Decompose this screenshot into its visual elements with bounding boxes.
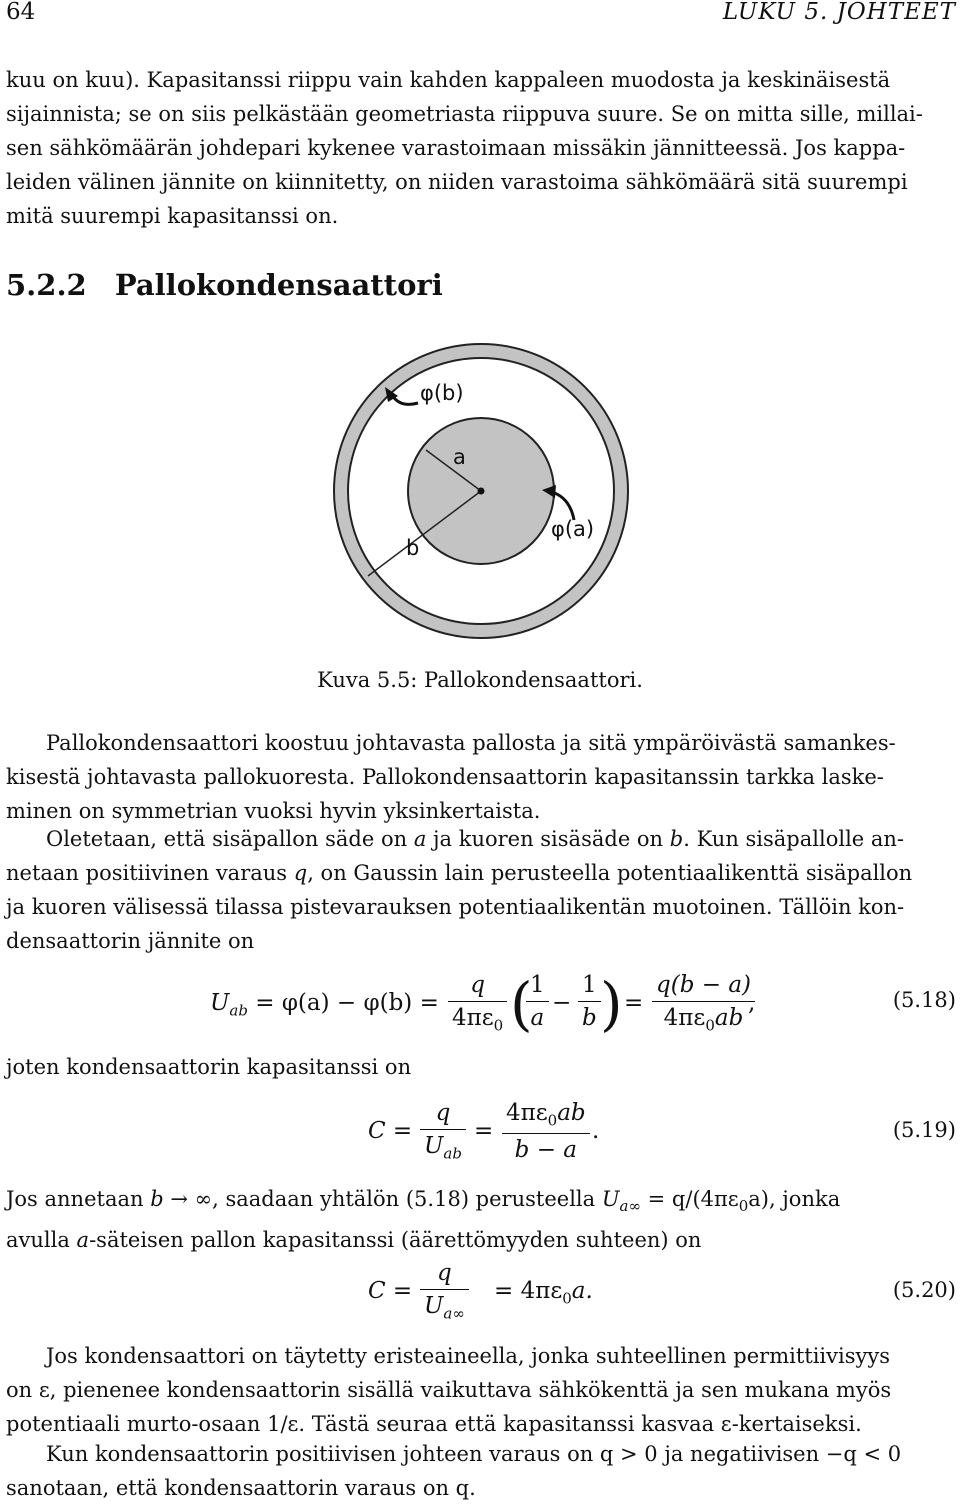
paragraph-1 [6,726,954,828]
text-line: mitä suurempi kapasitanssi on. [6,204,339,228]
text-line: ja kuoren välisessä tilassa pistevarauksen potentiaalikentän muotoinen. Tällöin kon- [6,895,905,919]
text-line: kuu on kuu). Kapasitanssi riippu vain kahden kappaleen muodosta ja keskinäisestä [6,68,891,92]
paragraph-4 [6,1339,954,1441]
text-line: Kun kondensaattorin positiivisen johteen varaus on q > 0 ja negatiivisen −q < 0 [46,1442,902,1466]
label-phi-b: φ(b) [420,381,464,405]
text-line: Jos annetaan b → ∞, saadaan yhtälön (5.18) perusteella $U_{a\infty} = q/(4\pi\varepsilon_0a)$, jonka [6,1187,841,1216]
text-line: Pallokondensaattori koostuu johtavasta pallosta ja sitä ympäröivästä samankes- [46,731,896,755]
text-line: on ε, pienenee kondensaattorin sisällä vaikuttava sähkökenttä ja sen mukana myös [6,1378,892,1402]
label-phi-a: φ(a) [551,517,595,541]
equation-number: (5.18) [892,988,956,1012]
text-between: joten kondensaattorin kapasitanssi on [6,1055,412,1079]
equation-5-20: C = $\frac{q}{U_{a\infty}}$ = $4\pi\varepsilon_0a$. (5.20) [368,1260,956,1323]
text-line: kisestä johtavasta pallokuoresta. Pallokondensaattorin kapasitanssin tarkka laske- [6,765,884,789]
paragraph-5 [6,1437,954,1505]
text-line: netaan positiivinen varaus q, on Gaussin lain perusteella potentiaalikenttä sisäpallon [6,861,913,885]
paragraph-2 [6,822,954,958]
intro-paragraph [6,63,954,233]
center-dot [478,488,485,495]
spherical-capacitor-figure [330,340,634,662]
label-b: b [406,536,420,560]
text-line: sanotaan, että kondensaattorin varaus on q. [6,1476,476,1500]
equation-number: (5.20) [892,1278,956,1302]
page-number: 64 [6,0,36,25]
section-heading [6,268,443,302]
fraction: $\frac{1}{a}$ [526,972,549,1031]
chapter-title: LUKU 5. JOHTEET [722,0,956,25]
equation-5-18: $U_{ab} = \varphi(a) - \varphi(b)$ = $\frac{q}{4\pi\varepsilon_0}$ ( $\frac{1}{a}$ − $\frac{1}{b}$ ) = $\frac{q(b - a)}{4\pi\varepsilon_0ab}$ , (5.18) [210,970,956,1038]
text-line: minen on symmetrian vuoksi hyvin yksinkertaista. [6,799,541,823]
fraction: $\frac{q(b - a)}{4\pi\varepsilon_0ab}$ [652,972,755,1035]
fraction: $\frac{q}{4\pi\varepsilon_0}$ [448,972,507,1035]
text-line: Jos kondensaattori on täytetty eristeaineella, jonka suhteellinen permittiivisyys [46,1344,890,1368]
text-line: Oletetaan, että sisäpallon säde on a ja kuoren sisäsäde on b. Kun sisäpallolle an- [46,827,905,851]
fraction: $\frac{q}{U_{a\infty}}$ [420,1260,469,1323]
label-a: a [453,445,466,469]
text-line: potentiaali murto-osaan 1/ε. Tästä seuraa että kapasitanssi kasvaa ε-kertaiseksi. [6,1412,862,1436]
fraction: $\frac{1}{b}$ [578,972,601,1031]
text-line: sijainnista; se on siis pelkästään geometriasta riippuva suure. Se on mitta sille, millai- [6,102,923,126]
text-line: sen sähkömäärän johdepari kykenee varastoimaan missäkin jännitteessä. Jos kappa- [6,136,906,160]
section-number: 5.2.2 [6,268,87,302]
text-line: densaattorin jännite on [6,929,255,953]
figure-caption: Kuva 5.5: Pallokondensaattori. [317,668,643,692]
running-header [6,0,956,24]
paragraph-3 [6,1182,954,1257]
fraction: $\frac{4\pi\varepsilon_0ab}{b - a}$ [502,1100,590,1163]
section-title: Pallokondensaattori [114,268,443,302]
text-line: leiden välinen jännite on kiinnitetty, on niiden varastoima sähkömäärä sitä suurempi [6,170,908,194]
text-line: avulla a-säteisen pallon kapasitanssi (äärettömyyden suhteen) on [6,1228,702,1253]
equation-number: (5.19) [892,1118,956,1142]
fraction: q $U_{ab}$ [420,1100,466,1163]
equation-5-19: C = q $U_{ab}$ = $\frac{4\pi\varepsilon_0ab}{b - a}$ . (5.19) [368,1100,956,1163]
